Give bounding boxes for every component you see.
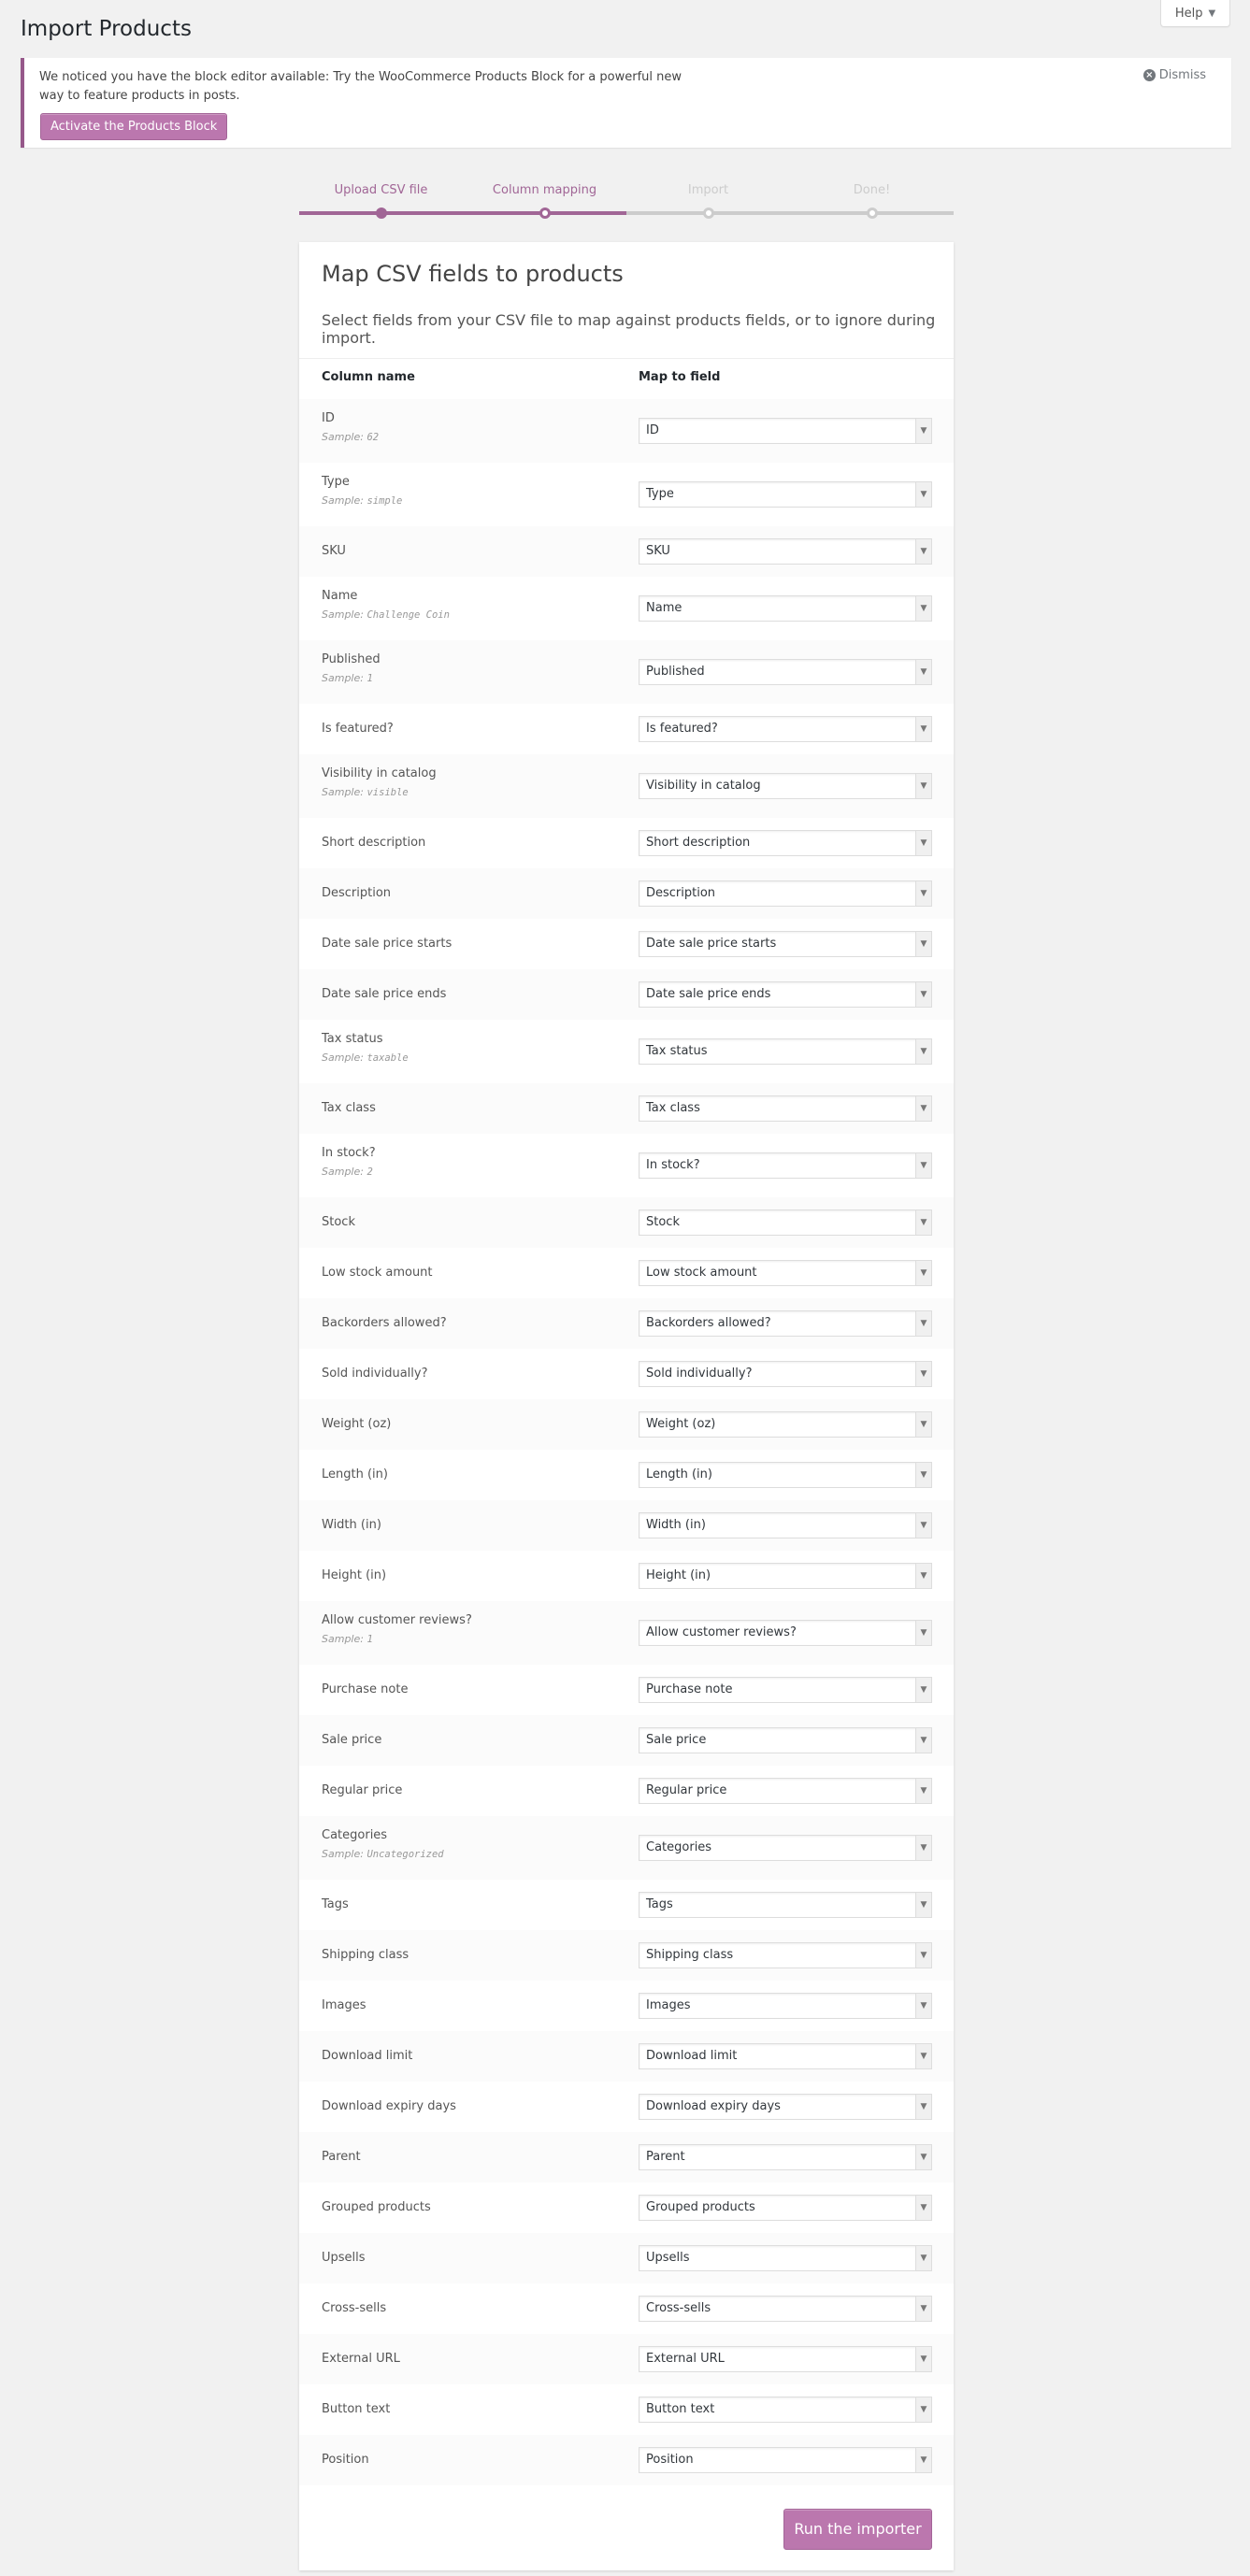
sample-value: Challenge Coin	[366, 609, 450, 621]
chevron-down-icon: ▼	[915, 831, 931, 855]
mapping-row	[299, 2384, 954, 2435]
chevron-down-icon: ▼	[915, 539, 931, 564]
map-to-field-select[interactable]	[639, 659, 932, 685]
sample-prefix: Sample:	[322, 786, 364, 798]
selected-field: Length (in)	[646, 1467, 712, 1481]
mapping-row	[299, 1551, 954, 1601]
chevron-down-icon: ▼	[915, 1261, 931, 1285]
map-to-field-select[interactable]	[639, 2397, 932, 2423]
chevron-down-icon: ▼	[915, 1678, 931, 1702]
map-to-field-select[interactable]	[639, 2144, 932, 2170]
chevron-down-icon: ▼	[915, 2246, 931, 2270]
column-name-text: Short description	[322, 836, 426, 850]
mapping-row	[299, 1134, 954, 1197]
map-to-field-header: Map to field	[639, 370, 721, 384]
column-name	[322, 1895, 349, 1915]
mapping-row	[299, 577, 954, 640]
column-name	[322, 934, 452, 954]
chevron-down-icon: ▼	[915, 1943, 931, 1968]
map-to-field-select[interactable]	[639, 1942, 932, 1968]
column-sample	[322, 670, 381, 687]
mapping-row	[299, 1083, 954, 1134]
column-name-text: Backorders allowed?	[322, 1316, 447, 1330]
chevron-down-icon: ▼	[915, 596, 931, 621]
selected-field: Shipping class	[646, 1948, 734, 1962]
column-name	[322, 1680, 408, 1700]
column-name	[322, 1515, 381, 1536]
map-to-field-select[interactable]	[639, 418, 932, 444]
chevron-down-icon: ▼	[915, 1362, 931, 1386]
sample-prefix: Sample:	[322, 431, 364, 443]
map-to-field-select[interactable]	[639, 1462, 932, 1488]
mapping-row	[299, 1981, 954, 2031]
map-to-field-select[interactable]	[639, 2043, 932, 2069]
mapping-row	[299, 1766, 954, 1816]
map-to-field-select[interactable]	[639, 1993, 932, 2019]
column-name-text: In stock?	[322, 1146, 376, 1160]
column-name-text: ID	[322, 411, 335, 425]
column-name	[322, 984, 446, 1005]
step-import: Import	[687, 183, 729, 197]
chevron-down-icon: ▼	[915, 2448, 931, 2472]
column-name-text: Width (in)	[322, 1518, 381, 1532]
selected-field: Tags	[646, 1897, 673, 1911]
sample-value: 62	[366, 432, 380, 443]
map-to-field-select[interactable]	[639, 1892, 932, 1918]
column-name	[322, 1029, 409, 1066]
column-name	[322, 1996, 366, 2016]
mapping-row	[299, 1816, 954, 1880]
activate-products-block-button[interactable]: Activate the Products Block	[40, 113, 227, 140]
map-to-field-select[interactable]	[639, 481, 932, 508]
mapping-row	[299, 818, 954, 868]
chevron-down-icon: ▼	[915, 881, 931, 906]
step-done: Done!	[853, 183, 891, 197]
map-to-field-select[interactable]	[639, 1310, 932, 1337]
mapping-row	[299, 2031, 954, 2082]
caret-down-icon: ▼	[1208, 7, 1216, 19]
column-name-text: Date sale price ends	[322, 987, 447, 1001]
selected-field: Purchase note	[646, 1682, 733, 1696]
selected-field: Description	[646, 886, 716, 900]
column-name	[322, 883, 391, 904]
map-to-field-select[interactable]	[639, 1411, 932, 1438]
column-name	[322, 2248, 366, 2268]
chevron-down-icon: ▼	[915, 1096, 931, 1121]
column-name	[322, 586, 450, 623]
map-to-field-select[interactable]	[639, 1209, 932, 1236]
selected-field: Name	[646, 601, 682, 615]
column-name	[322, 1263, 433, 1283]
mapping-row	[299, 1298, 954, 1349]
column-name	[322, 1730, 381, 1751]
chevron-down-icon: ▼	[915, 1893, 931, 1917]
chevron-down-icon: ▼	[915, 1564, 931, 1588]
chevron-down-icon: ▼	[915, 717, 931, 741]
sample-value: Uncategorized	[366, 1849, 444, 1860]
mapping-row	[299, 1500, 954, 1551]
column-name-text: Name	[322, 589, 358, 603]
column-name-header: Column name	[322, 370, 415, 384]
column-name-text: Shipping class	[322, 1948, 409, 1962]
column-name	[322, 719, 394, 739]
column-name	[322, 1825, 444, 1863]
map-to-field-select[interactable]	[639, 981, 932, 1008]
column-name-text: Categories	[322, 1828, 388, 1842]
column-name-text: Download limit	[322, 2049, 413, 2063]
column-name-text: Sale price	[322, 1733, 382, 1747]
mapping-row	[299, 1601, 954, 1665]
chevron-down-icon: ▼	[915, 1728, 931, 1753]
mapping-row	[299, 2132, 954, 2182]
chevron-down-icon: ▼	[915, 982, 931, 1007]
column-name-text: SKU	[322, 544, 346, 558]
chevron-down-icon: ▼	[915, 2397, 931, 2422]
column-name-text: Weight (oz)	[322, 1417, 392, 1431]
column-name	[322, 1212, 355, 1233]
selected-field: Sale price	[646, 1733, 707, 1747]
sample-prefix: Sample:	[322, 608, 364, 621]
column-name-text: Download expiry days	[322, 2099, 456, 2113]
column-name-text: Upsells	[322, 2251, 366, 2265]
selected-field: Stock	[646, 1215, 680, 1229]
step-dot-mapping	[539, 208, 551, 219]
mapping-row	[299, 919, 954, 969]
mapping-row	[299, 463, 954, 526]
column-name-text: Button text	[322, 2402, 391, 2416]
dismiss-label: Dismiss	[1158, 68, 1206, 82]
selected-field: Regular price	[646, 1783, 727, 1797]
selected-field: Tax class	[646, 1101, 700, 1115]
mapping-row	[299, 2334, 954, 2384]
mapping-row	[299, 1349, 954, 1399]
mapping-row	[299, 1197, 954, 1248]
map-to-field-select[interactable]	[639, 595, 932, 622]
column-name-text: Sold individually?	[322, 1367, 428, 1381]
selected-field: SKU	[646, 544, 670, 558]
selected-field: Backorders allowed?	[646, 1316, 771, 1330]
chevron-down-icon: ▼	[915, 2095, 931, 2119]
chevron-down-icon: ▼	[915, 932, 931, 956]
column-name	[322, 1566, 386, 1586]
column-name	[322, 541, 346, 562]
selected-field: Sold individually?	[646, 1367, 753, 1381]
step-dot-done	[867, 208, 878, 219]
sample-value: simple	[366, 495, 403, 507]
column-name	[322, 2399, 390, 2420]
chevron-down-icon: ▼	[915, 660, 931, 684]
selected-field: Images	[646, 1998, 691, 2012]
column-name	[322, 2298, 386, 2319]
column-name-text: Allow customer reviews?	[322, 1613, 472, 1627]
column-name	[322, 764, 437, 801]
column-name	[322, 1610, 472, 1648]
run-importer-button[interactable]: Run the importer	[783, 2509, 932, 2550]
chevron-down-icon: ▼	[915, 1513, 931, 1538]
mapping-row	[299, 1399, 954, 1450]
selected-field: Visibility in catalog	[646, 779, 761, 793]
mapping-row	[299, 1665, 954, 1715]
step-column-mapping: Column mapping	[492, 183, 597, 197]
sample-prefix: Sample:	[322, 1166, 364, 1178]
column-name-text: Tags	[322, 1897, 349, 1911]
page-title: Import Products	[21, 17, 192, 41]
selected-field: In stock?	[646, 1158, 700, 1172]
column-name	[322, 1781, 402, 1801]
mapping-row	[299, 2283, 954, 2334]
selected-field: Allow customer reviews?	[646, 1625, 797, 1639]
column-name-text: Images	[322, 1998, 366, 2012]
map-to-field-select[interactable]	[639, 1260, 932, 1286]
column-name-text: Description	[322, 886, 392, 900]
chevron-down-icon: ▼	[915, 1463, 931, 1487]
notice-message: We noticed you have the block editor available: Try the WooCommerce Products Block for a powerful new way to feature products in posts.	[39, 70, 682, 103]
mapping-row	[299, 754, 954, 818]
selected-field: External URL	[646, 2352, 725, 2366]
chevron-down-icon: ▼	[915, 482, 931, 507]
mapping-row	[299, 2233, 954, 2283]
column-name-text: Low stock amount	[322, 1266, 433, 1280]
mapping-row	[299, 704, 954, 754]
selected-field: Is featured?	[646, 722, 718, 736]
column-name	[322, 1313, 447, 1334]
mapping-row	[299, 1020, 954, 1083]
column-name	[322, 833, 425, 853]
column-name	[322, 2349, 400, 2369]
column-name	[322, 2147, 361, 2168]
mapping-row	[299, 868, 954, 919]
chevron-down-icon: ▼	[915, 1412, 931, 1437]
column-name-text: Position	[322, 2453, 369, 2467]
column-name-text: Cross-sells	[322, 2301, 387, 2315]
column-name-text: Length (in)	[322, 1467, 388, 1481]
chevron-down-icon: ▼	[915, 1153, 931, 1178]
column-name	[322, 1143, 376, 1181]
chevron-down-icon: ▼	[915, 1210, 931, 1235]
column-name-text: Parent	[322, 2150, 361, 2164]
column-name	[322, 408, 379, 446]
mapping-row	[299, 1248, 954, 1298]
sample-value: visible	[366, 787, 409, 798]
mapping-rows	[299, 399, 954, 2485]
selected-field: Width (in)	[646, 1518, 706, 1532]
column-name-text: Grouped products	[322, 2200, 431, 2214]
map-to-field-select[interactable]	[639, 1095, 932, 1122]
selected-field: Type	[646, 487, 674, 501]
column-name-text: Height (in)	[322, 1568, 387, 1582]
map-to-field-select[interactable]	[639, 1563, 932, 1589]
close-circle-icon: ×	[1143, 69, 1156, 81]
sample-prefix: Sample:	[322, 672, 364, 684]
column-name-text: Regular price	[322, 1783, 403, 1797]
column-sample	[322, 607, 450, 623]
sample-prefix: Sample:	[322, 1052, 364, 1064]
selected-field: Button text	[646, 2402, 715, 2416]
selected-field: Low stock amount	[646, 1266, 757, 1280]
column-name	[322, 2097, 456, 2117]
sample-prefix: Sample:	[322, 1848, 364, 1860]
column-name-text: Tax status	[322, 1032, 383, 1046]
mapping-row	[299, 1450, 954, 1500]
map-to-field-select[interactable]	[639, 1778, 932, 1804]
selected-field: ID	[646, 423, 659, 437]
map-to-field-select[interactable]	[639, 1677, 932, 1703]
column-name	[322, 1364, 428, 1384]
mapping-row	[299, 2182, 954, 2233]
step-dot-import	[703, 208, 714, 219]
chevron-down-icon: ▼	[915, 2347, 931, 2371]
mapping-row	[299, 2082, 954, 2132]
column-name-text: Is featured?	[322, 722, 394, 736]
mapping-row	[299, 640, 954, 704]
chevron-down-icon: ▼	[915, 1311, 931, 1336]
mapping-row	[299, 399, 954, 463]
map-to-field-select[interactable]	[639, 931, 932, 957]
column-name-text: Stock	[322, 1215, 355, 1229]
mapping-row	[299, 526, 954, 577]
chevron-down-icon: ▼	[915, 1039, 931, 1064]
sample-value: 2	[366, 1166, 373, 1178]
selected-field: Weight (oz)	[646, 1417, 716, 1431]
sample-prefix: Sample:	[322, 494, 364, 507]
mapping-row	[299, 1880, 954, 1930]
map-to-field-select[interactable]	[639, 1038, 932, 1065]
selected-field: Cross-sells	[646, 2301, 711, 2315]
column-name	[322, 650, 381, 687]
sample-prefix: Sample:	[322, 1633, 364, 1645]
selected-field: Short description	[646, 836, 751, 850]
map-to-field-select[interactable]	[639, 830, 932, 856]
map-to-field-select[interactable]	[639, 773, 932, 799]
selected-field: Published	[646, 665, 705, 679]
selected-field: Download expiry days	[646, 2099, 781, 2113]
column-sample	[322, 1050, 409, 1066]
column-name	[322, 2197, 431, 2218]
map-to-field-select[interactable]	[639, 880, 932, 907]
column-sample	[322, 1846, 444, 1863]
selected-field: Tax status	[646, 1044, 708, 1058]
selected-field: Categories	[646, 1840, 712, 1854]
map-to-field-select[interactable]	[639, 1620, 932, 1646]
sample-value: taxable	[366, 1052, 409, 1064]
selected-field: Height (in)	[646, 1568, 711, 1582]
mapping-description: Select fields from your CSV file to map against products fields, or to ignore during import.	[322, 311, 936, 347]
mapping-row	[299, 1930, 954, 1981]
mapping-row	[299, 969, 954, 1020]
map-to-field-select[interactable]	[639, 2296, 932, 2322]
mapping-row	[299, 2435, 954, 2485]
map-to-field-select[interactable]	[639, 1512, 932, 1538]
chevron-down-icon: ▼	[915, 419, 931, 443]
selected-field: Date sale price starts	[646, 937, 777, 951]
chevron-down-icon: ▼	[915, 2297, 931, 2321]
mapping-heading: Map CSV fields to products	[322, 261, 624, 287]
selected-field: Position	[646, 2453, 694, 2467]
column-name-text: Purchase note	[322, 1682, 409, 1696]
selected-field: Upsells	[646, 2251, 690, 2265]
divider	[299, 358, 954, 359]
column-name	[322, 2046, 412, 2067]
map-to-field-select[interactable]	[639, 2245, 932, 2271]
chevron-down-icon: ▼	[915, 2145, 931, 2169]
chevron-down-icon: ▼	[915, 2196, 931, 2220]
mapping-row	[299, 1715, 954, 1766]
help-tab[interactable]	[1160, 0, 1230, 27]
chevron-down-icon: ▼	[915, 2044, 931, 2068]
column-sample	[322, 429, 379, 446]
column-sample	[322, 784, 437, 801]
map-to-field-select[interactable]	[639, 716, 932, 742]
column-name	[322, 1465, 388, 1485]
step-upload-csv: Upload CSV file	[334, 183, 428, 197]
chevron-down-icon: ▼	[915, 1994, 931, 2018]
map-to-field-select[interactable]	[639, 538, 932, 565]
column-sample	[322, 493, 402, 509]
column-name	[322, 1945, 409, 1966]
chevron-down-icon: ▼	[915, 1621, 931, 1645]
map-to-field-select[interactable]	[639, 2195, 932, 2221]
sample-value: 1	[366, 1634, 373, 1645]
column-name-text: Visibility in catalog	[322, 766, 437, 780]
progress-fill	[299, 211, 626, 215]
map-to-field-select[interactable]	[639, 2094, 932, 2120]
map-to-field-select[interactable]	[639, 1152, 932, 1179]
selected-field: Parent	[646, 2150, 685, 2164]
step-dot-upload	[376, 208, 387, 219]
map-to-field-select[interactable]	[639, 1361, 932, 1387]
import-steps	[299, 183, 954, 221]
column-name	[322, 2450, 369, 2470]
map-to-field-select[interactable]	[639, 2447, 932, 2473]
column-sample	[322, 1631, 472, 1648]
column-name	[322, 1414, 391, 1435]
sample-value: 1	[366, 673, 373, 684]
map-to-field-select[interactable]	[639, 1835, 932, 1861]
chevron-down-icon: ▼	[915, 774, 931, 798]
column-name-text: Published	[322, 652, 381, 666]
column-name-text: Type	[322, 475, 350, 489]
dismiss-button[interactable]	[1143, 68, 1206, 82]
map-to-field-select[interactable]	[639, 1727, 932, 1753]
mapping-card	[299, 242, 954, 2570]
column-name	[322, 472, 402, 509]
selected-field: Download limit	[646, 2049, 738, 2063]
column-name-text: Tax class	[322, 1101, 376, 1115]
chevron-down-icon: ▼	[915, 1779, 931, 1803]
block-editor-notice	[21, 58, 1231, 148]
chevron-down-icon: ▼	[915, 1836, 931, 1860]
column-name-text: Date sale price starts	[322, 937, 453, 951]
help-label: Help	[1174, 6, 1203, 21]
column-name-text: External URL	[322, 2352, 400, 2366]
selected-field: Grouped products	[646, 2200, 755, 2214]
map-to-field-select[interactable]	[639, 2346, 932, 2372]
selected-field: Date sale price ends	[646, 987, 771, 1001]
column-name	[322, 1098, 376, 1119]
column-sample	[322, 1164, 376, 1181]
